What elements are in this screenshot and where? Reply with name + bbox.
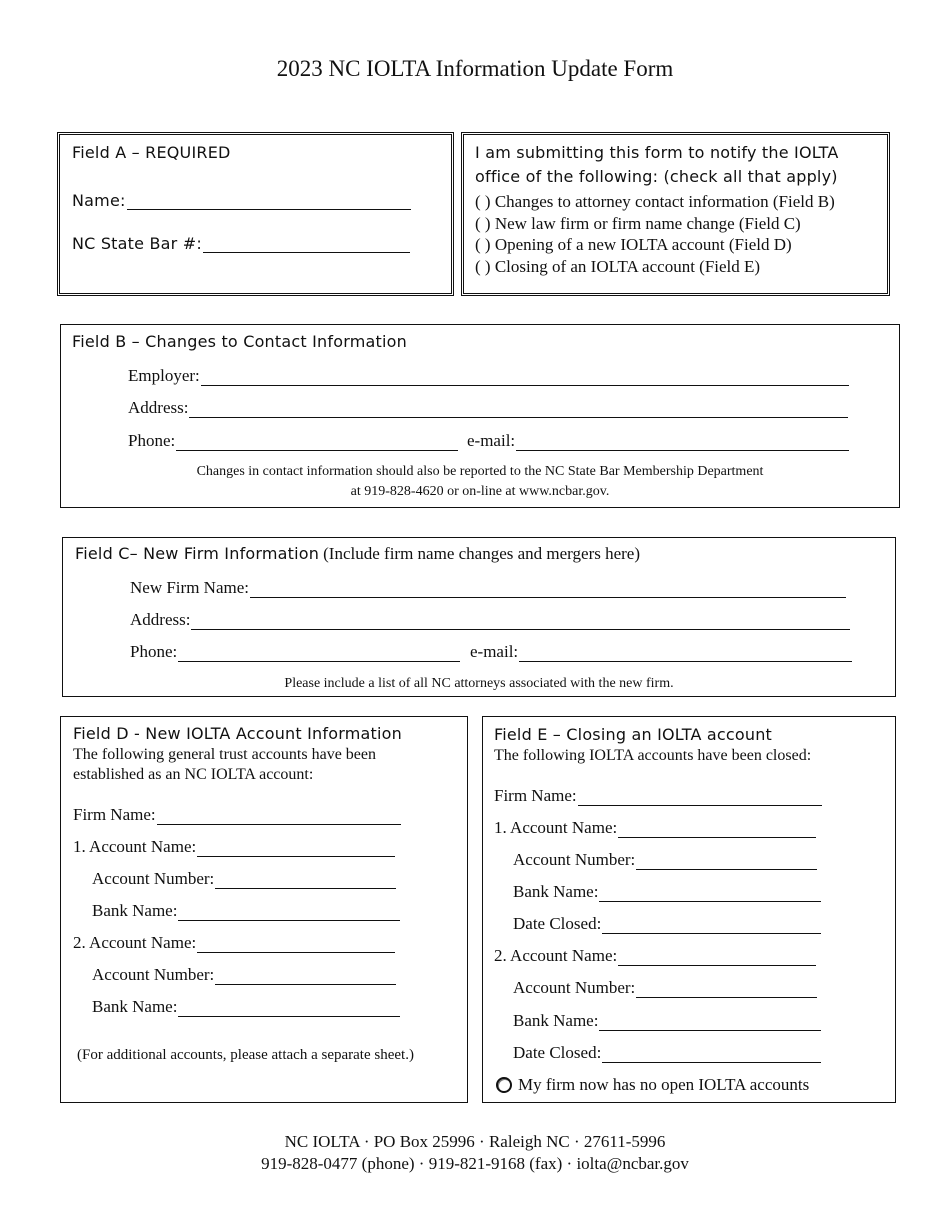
notify-option-contact[interactable]: ( ) Changes to attorney contact information (Field B) xyxy=(475,192,835,211)
b-email-row xyxy=(467,431,849,451)
c-address-row xyxy=(130,610,850,630)
c-address-label: Address: xyxy=(130,610,191,629)
field-c-note: Please include a list of all NC attorneys associated with the new firm. xyxy=(284,676,674,691)
bar-number-label: NC State Bar #: xyxy=(72,234,202,253)
e-acct2-number-field[interactable] xyxy=(636,980,817,998)
e-acct2-name-field[interactable] xyxy=(618,948,816,966)
e-acct1-bank-label: Bank Name: xyxy=(513,882,599,901)
new-firm-row xyxy=(130,578,846,598)
e-acct1-number-label: Account Number: xyxy=(513,850,636,869)
c-email-field[interactable] xyxy=(519,644,852,662)
e-acct1-name-row xyxy=(494,818,816,838)
field-b-note-line1: Changes in contact information should also be reported to the NC State Bar Membership Department xyxy=(196,464,764,479)
d-acct1-bank-field[interactable] xyxy=(178,903,400,921)
e-acct2-bank-row xyxy=(513,1011,821,1031)
b-email-label: e-mail: xyxy=(467,431,516,450)
e-acct2-bank-field[interactable] xyxy=(599,1013,821,1031)
e-acct1-date-label: Date Closed: xyxy=(513,914,602,933)
d-acct1-name-field[interactable] xyxy=(197,839,395,857)
c-phone-field[interactable] xyxy=(178,644,460,662)
d-acct2-bank-row xyxy=(92,997,400,1017)
d-acct2-bank-label: Bank Name: xyxy=(92,997,178,1016)
d-firm-row xyxy=(73,805,401,825)
e-acct1-name-label: 1. Account Name: xyxy=(494,818,618,837)
b-email-field[interactable] xyxy=(516,433,849,451)
new-firm-label: New Firm Name: xyxy=(130,578,249,597)
e-firm-label: Firm Name: xyxy=(494,786,577,805)
notify-option-new-firm[interactable]: ( ) New law firm or firm name change (Field C) xyxy=(475,214,801,233)
c-address-field[interactable] xyxy=(191,612,850,630)
b-phone-label: Phone: xyxy=(128,431,176,450)
e-firm-field[interactable] xyxy=(578,788,822,806)
new-firm-field[interactable] xyxy=(250,580,846,598)
no-open-accounts-radio[interactable] xyxy=(496,1077,512,1093)
employer-field[interactable] xyxy=(201,368,849,386)
name-label: Name: xyxy=(72,191,126,210)
bar-number-row xyxy=(72,234,410,253)
field-d-heading: Field D - New IOLTA Account Information xyxy=(73,724,402,743)
d-acct2-number-field[interactable] xyxy=(215,967,396,985)
footer-contact: 919-828-0477 (phone) · 919-821-9168 (fax) · iolta@ncbar.gov xyxy=(261,1154,689,1173)
field-c-heading: Field C– New Firm Information xyxy=(75,544,320,563)
footer-address: NC IOLTA · PO Box 25996 · Raleigh NC · 27611-5996 xyxy=(284,1132,666,1151)
d-acct1-name-label: 1. Account Name: xyxy=(73,837,197,856)
notify-option-close-account[interactable]: ( ) Closing of an IOLTA account (Field E) xyxy=(475,257,761,276)
d-acct1-number-row xyxy=(92,869,396,889)
field-e-desc: The following IOLTA accounts have been closed: xyxy=(494,747,812,764)
d-acct2-number-label: Account Number: xyxy=(92,965,215,984)
field-b-note-line2: at 919-828-4620 or on-line at www.ncbar.gov. xyxy=(350,484,610,499)
d-acct2-number-row xyxy=(92,965,396,985)
e-acct2-date-field[interactable] xyxy=(602,1045,821,1063)
field-a-heading: Field A – REQUIRED xyxy=(72,143,231,162)
d-acct1-bank-label: Bank Name: xyxy=(92,901,178,920)
e-acct2-name-label: 2. Account Name: xyxy=(494,946,618,965)
e-acct2-number-label: Account Number: xyxy=(513,978,636,997)
field-e-heading: Field E – Closing an IOLTA account xyxy=(494,725,773,744)
field-d-desc-line2: established as an NC IOLTA account: xyxy=(73,766,314,783)
e-acct1-bank-row xyxy=(513,882,821,902)
c-phone-label: Phone: xyxy=(130,642,178,661)
notify-option-open-account[interactable]: ( ) Opening of a new IOLTA account (Field D) xyxy=(475,235,792,254)
d-firm-field[interactable] xyxy=(157,807,401,825)
e-firm-row xyxy=(494,786,822,806)
e-acct2-date-label: Date Closed: xyxy=(513,1043,602,1062)
c-email-label: e-mail: xyxy=(470,642,519,661)
bar-number-field[interactable] xyxy=(203,235,410,253)
field-c-heading-row xyxy=(75,544,640,564)
d-acct1-name-row xyxy=(73,837,395,857)
field-b-heading: Field B – Changes to Contact Information xyxy=(72,332,407,351)
d-acct1-number-field[interactable] xyxy=(215,871,396,889)
c-email-row xyxy=(470,642,852,662)
employer-row xyxy=(128,366,849,386)
d-firm-label: Firm Name: xyxy=(73,805,156,824)
b-address-field[interactable] xyxy=(189,400,848,418)
b-phone-row xyxy=(128,431,458,451)
e-acct2-name-row xyxy=(494,946,816,966)
notify-intro-line1: I am submitting this form to notify the IOLTA xyxy=(475,143,839,162)
e-acct1-number-field[interactable] xyxy=(636,852,817,870)
employer-label: Employer: xyxy=(128,366,200,385)
e-acct1-number-row xyxy=(513,850,817,870)
e-acct2-bank-label: Bank Name: xyxy=(513,1011,599,1030)
e-acct1-date-row xyxy=(513,914,821,934)
c-phone-row xyxy=(130,642,460,662)
b-phone-field[interactable] xyxy=(176,433,458,451)
b-address-label: Address: xyxy=(128,398,189,417)
e-acct2-number-row xyxy=(513,978,817,998)
d-acct2-name-row xyxy=(73,933,395,953)
name-row xyxy=(72,191,411,210)
d-acct1-number-label: Account Number: xyxy=(92,869,215,888)
page-title: 2023 NC IOLTA Information Update Form xyxy=(276,56,674,81)
no-open-accounts-label: My firm now has no open IOLTA accounts xyxy=(518,1075,810,1094)
no-open-accounts-option[interactable] xyxy=(496,1075,809,1095)
e-acct1-date-field[interactable] xyxy=(602,916,821,934)
field-c-heading-note: (Include firm name changes and mergers here) xyxy=(323,544,641,563)
b-address-row xyxy=(128,398,848,418)
d-acct2-bank-field[interactable] xyxy=(178,999,400,1017)
e-acct2-date-row xyxy=(513,1043,821,1063)
e-acct1-bank-field[interactable] xyxy=(599,884,821,902)
d-acct1-bank-row xyxy=(92,901,400,921)
d-acct2-name-field[interactable] xyxy=(197,935,395,953)
field-d-note: (For additional accounts, please attach a separate sheet.) xyxy=(77,1047,414,1063)
e-acct1-name-field[interactable] xyxy=(618,820,816,838)
field-d-desc-line1: The following general trust accounts have been xyxy=(73,746,376,763)
d-acct2-name-label: 2. Account Name: xyxy=(73,933,197,952)
notify-intro-line2: office of the following: (check all that apply) xyxy=(475,167,838,186)
name-field[interactable] xyxy=(127,192,411,210)
